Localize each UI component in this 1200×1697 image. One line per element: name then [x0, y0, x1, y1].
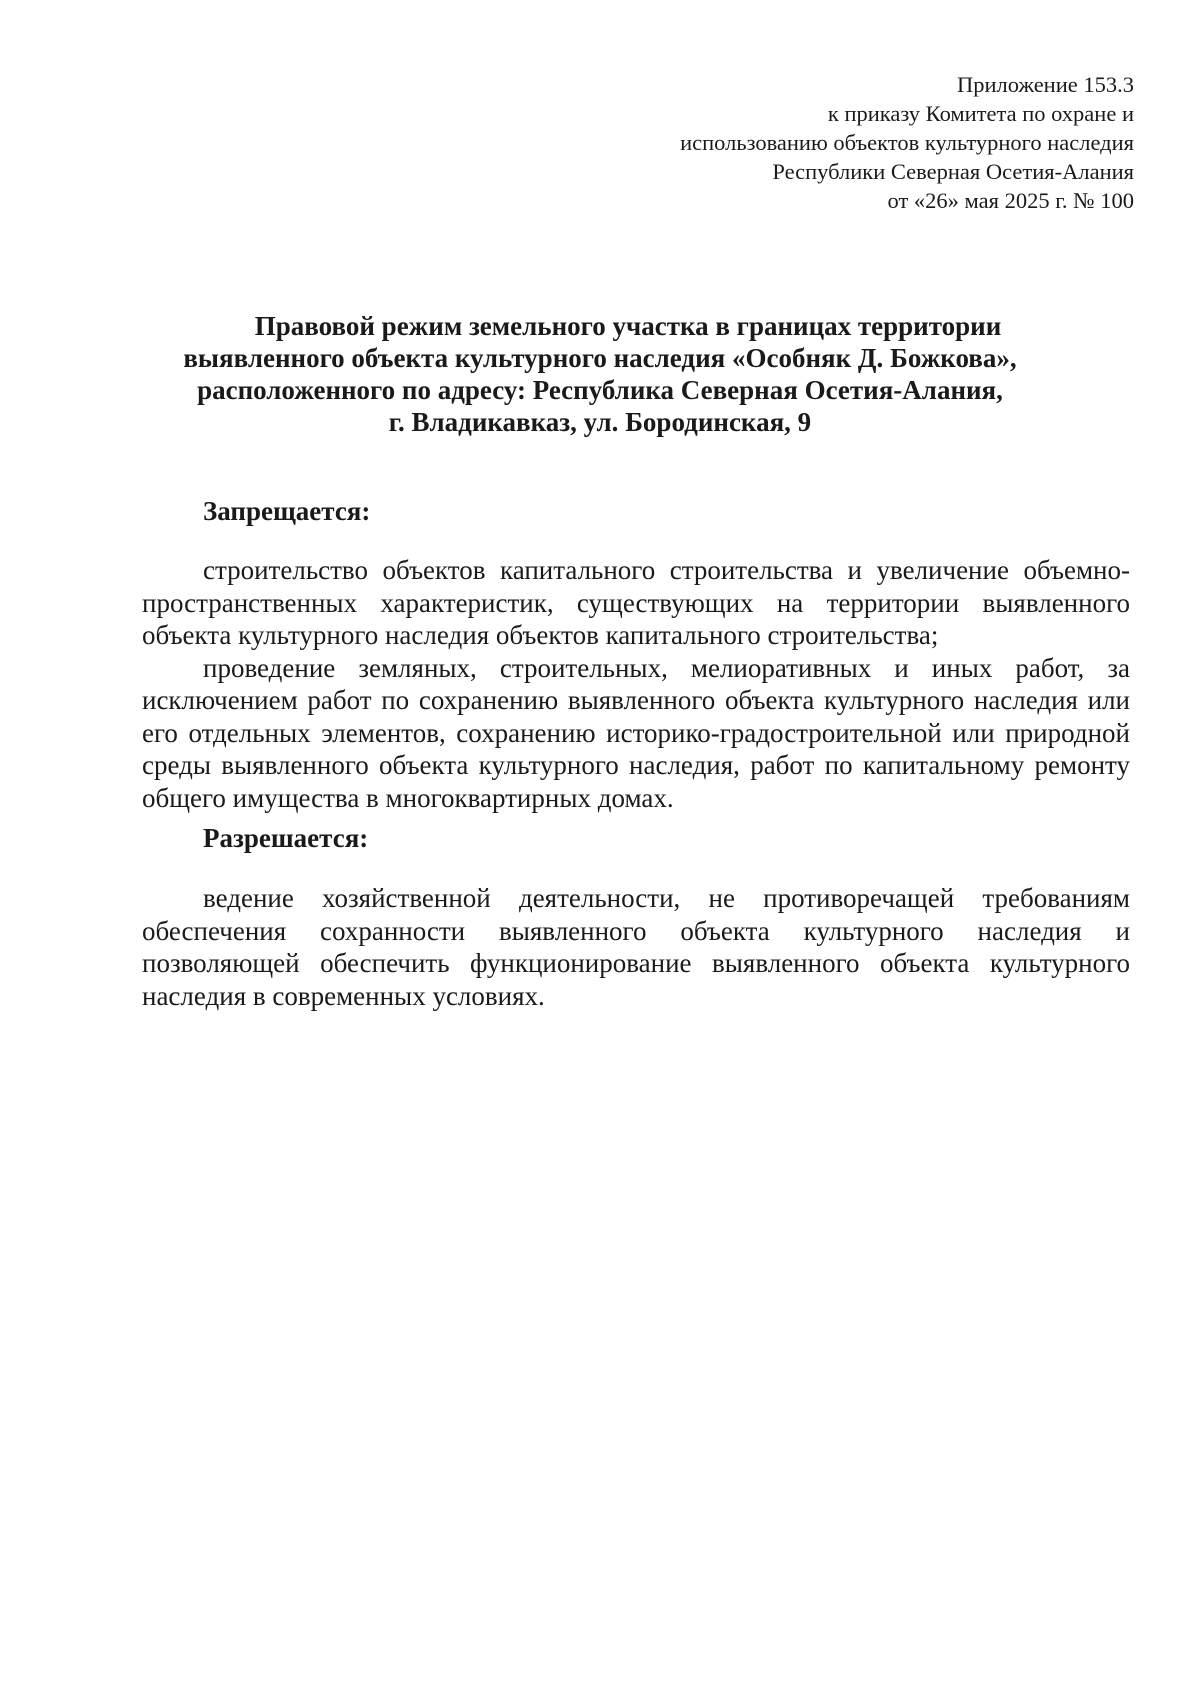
appendix-number: Приложение 153.3 — [956, 72, 1134, 97]
title-line: Правовой режим земельного участка в границах территории — [254, 311, 1002, 341]
title-line: выявленного объекта культурного наследия «Особняк Д. Божкова», — [183, 343, 1017, 373]
title-line: расположенного по адресу: Республика Северная Осетия-Алания, — [197, 375, 1003, 405]
prohibited-heading: Запрещается: — [203, 496, 371, 526]
appendix-republic-line: Республики Северная Осетия-Алания — [772, 159, 1134, 184]
prohibited-paragraph: строительство объектов капитального строительства и увеличение объемно-пространственных характеристик, существующих на территории выявленного объекта культурного наследия объектов капитального строительства; — [142, 555, 1130, 650]
appendix-order-line: к приказу Комитета по охране и — [827, 101, 1134, 126]
prohibited-section — [142, 554, 1130, 814]
title-line: г. Владикавказ, ул. Бородинская, 9 — [388, 407, 812, 437]
prohibited-paragraph: проведение земляных, строительных, мелиоративных и иных работ, за исключением работ по сохранению выявленного объекта культурного наследия или его отдельных элементов, сохранению историко-градостроительной или природной среды выявленного объекта культурного наследия, работ по капитальному ремонту общего имущества в многоквартирных домах. — [142, 652, 1130, 813]
document-title — [140, 310, 1060, 438]
permitted-heading: Разрешается: — [203, 823, 369, 853]
permitted-section — [142, 882, 1130, 1012]
permitted-paragraph: ведение хозяйственной деятельности, не противоречащей требованиям обеспечения сохранности выявленного объекта культурного наследия и позволяющей обеспечить функционирование выявленного объекта культурного наследия в современных условиях. — [142, 883, 1130, 1011]
appendix-committee-line: использованию объектов культурного наследия — [680, 130, 1134, 155]
appendix-reference — [680, 70, 1134, 215]
appendix-date-line: от «26» мая 2025 г. № 100 — [887, 188, 1134, 213]
